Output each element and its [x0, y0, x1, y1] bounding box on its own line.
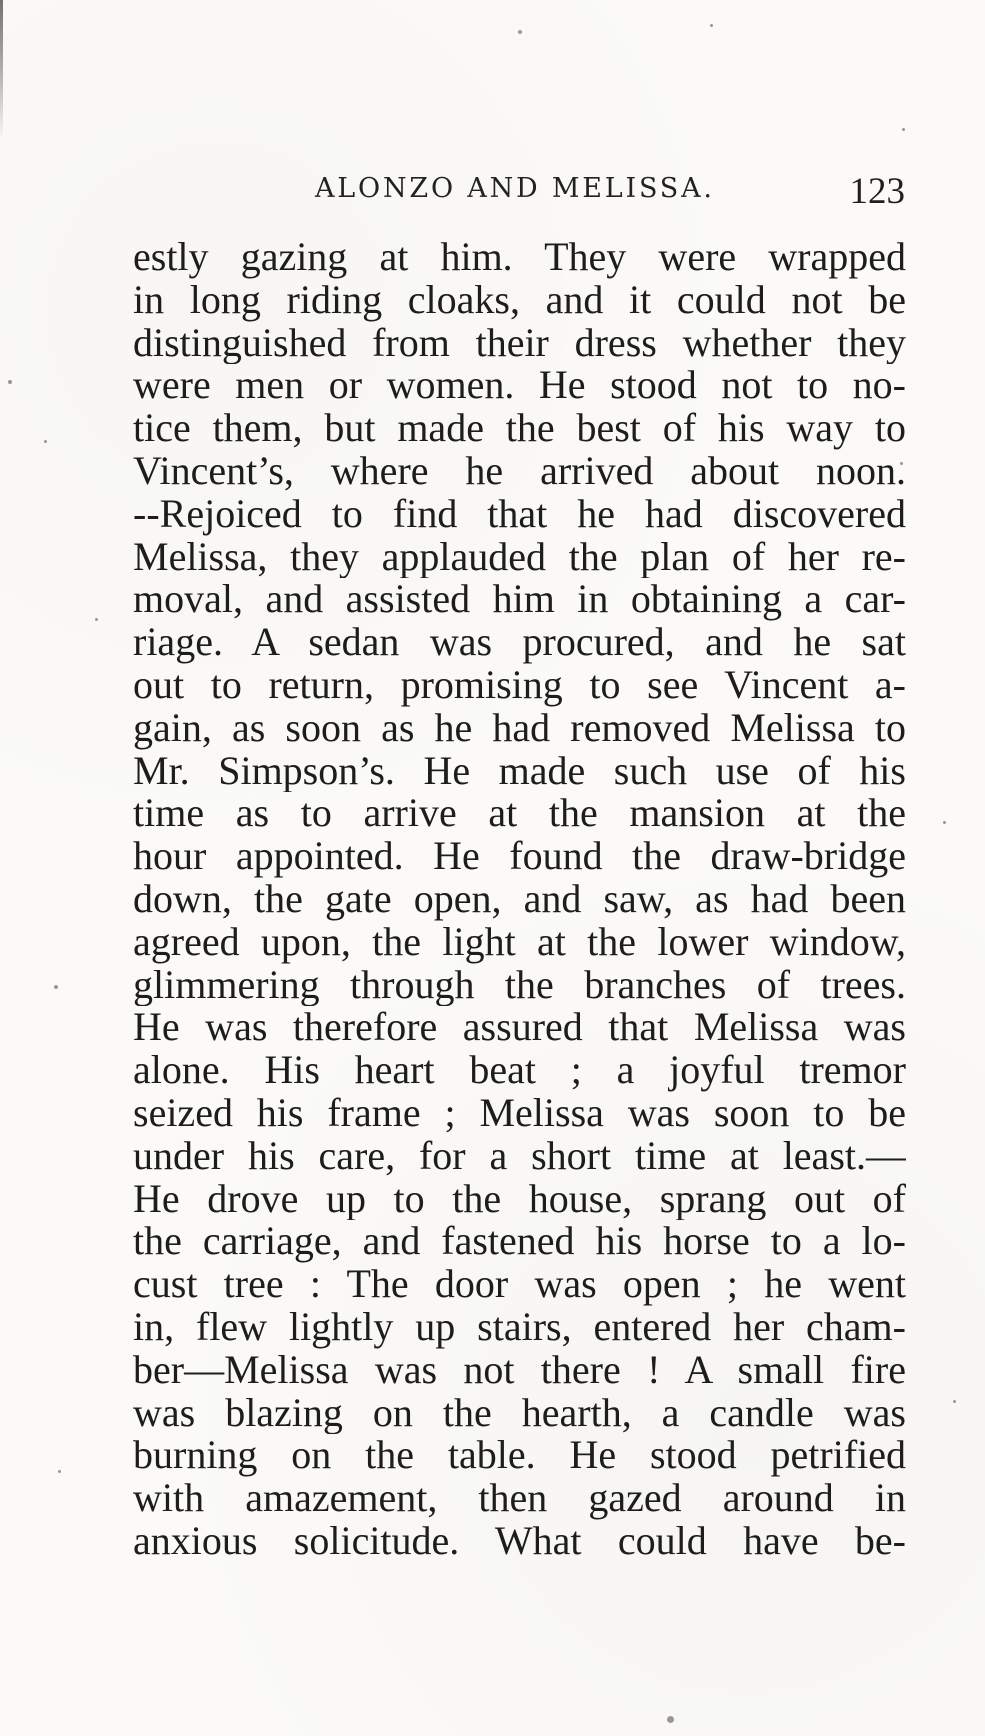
- text-line: moval, and assisted him in obtaining a car-: [133, 578, 906, 622]
- body-text: [133, 236, 906, 1566]
- paper-speck: [44, 440, 47, 443]
- text-line: tice them, but made the best of his way to: [133, 407, 906, 450]
- text-line: riage. A sedan was procured, and he sat: [133, 621, 906, 664]
- text-line: time as to arrive at the mansion at the: [133, 792, 906, 836]
- text-line: Vincent’s, where he arrived about noon.: [133, 449, 906, 493]
- text-line: in long riding cloaks, and it could not be: [133, 278, 906, 322]
- text-line: anxious solicitude. What could have be-: [133, 1519, 906, 1563]
- text-line: Mr. Simpson’s. He made such use of his: [133, 749, 906, 793]
- text-line: under his care, for a short time at least.—: [133, 1134, 906, 1178]
- text-line: He drove up to the house, sprang out of: [133, 1177, 906, 1221]
- text-line: were men or women. He stood not to no-: [133, 364, 906, 408]
- text-line: --Rejoiced to find that he had discovered: [133, 492, 906, 536]
- text-line: ber—Melissa was not there ! A small fire: [133, 1348, 906, 1392]
- running-title: ALONZO AND MELISSA.: [315, 173, 715, 204]
- paper-speck: [518, 30, 522, 34]
- text-line: the carriage, and fastened his horse to a lo-: [133, 1220, 906, 1264]
- text-line: seized his frame ; Melissa was soon to be: [133, 1091, 906, 1135]
- paper-speck: [95, 618, 98, 621]
- text-line: gain, as soon as he had removed Melissa to: [133, 706, 906, 750]
- paper-speck: [943, 821, 946, 824]
- text-line: burning on the table. He stood petrified: [133, 1434, 906, 1478]
- text-line: Melissa, they applauded the plan of her re-: [133, 535, 906, 579]
- paper-speck: [8, 380, 12, 384]
- text-line: out to return, promising to see Vincent a-: [133, 663, 906, 707]
- text-line: estly gazing at him. They were wrapped: [133, 236, 906, 279]
- text-line: He was therefore assured that Melissa was: [133, 1006, 906, 1050]
- paper-speck: [953, 1400, 956, 1403]
- text-line: alone. His heart beat ; a joyful tremor: [133, 1049, 906, 1092]
- paper-speck: [54, 985, 58, 989]
- page-number: 123: [849, 171, 905, 212]
- text-line: in, flew lightly up stairs, entered her cham-: [133, 1305, 906, 1349]
- paper-speck: [58, 1470, 61, 1473]
- paper-speck: [710, 24, 713, 27]
- text-line: with amazement, then gazed around in: [133, 1477, 906, 1520]
- text-line: glimmering through the branches of trees.: [133, 963, 906, 1007]
- text-line: agreed upon, the light at the lower window,: [133, 920, 906, 964]
- page-edge-mark: [0, 0, 3, 140]
- paper-speck: [667, 1716, 674, 1723]
- text-line: distinguished from their dress whether they: [133, 321, 906, 365]
- text-line: was blazing on the hearth, a candle was: [133, 1391, 906, 1435]
- text-line: cust tree : The door was open ; he went: [133, 1263, 906, 1306]
- text-line: down, the gate open, and saw, as had been: [133, 877, 906, 921]
- text-line: hour appointed. He found the draw-bridge: [133, 835, 906, 878]
- paper-speck: [902, 128, 905, 131]
- page-header: [315, 173, 905, 215]
